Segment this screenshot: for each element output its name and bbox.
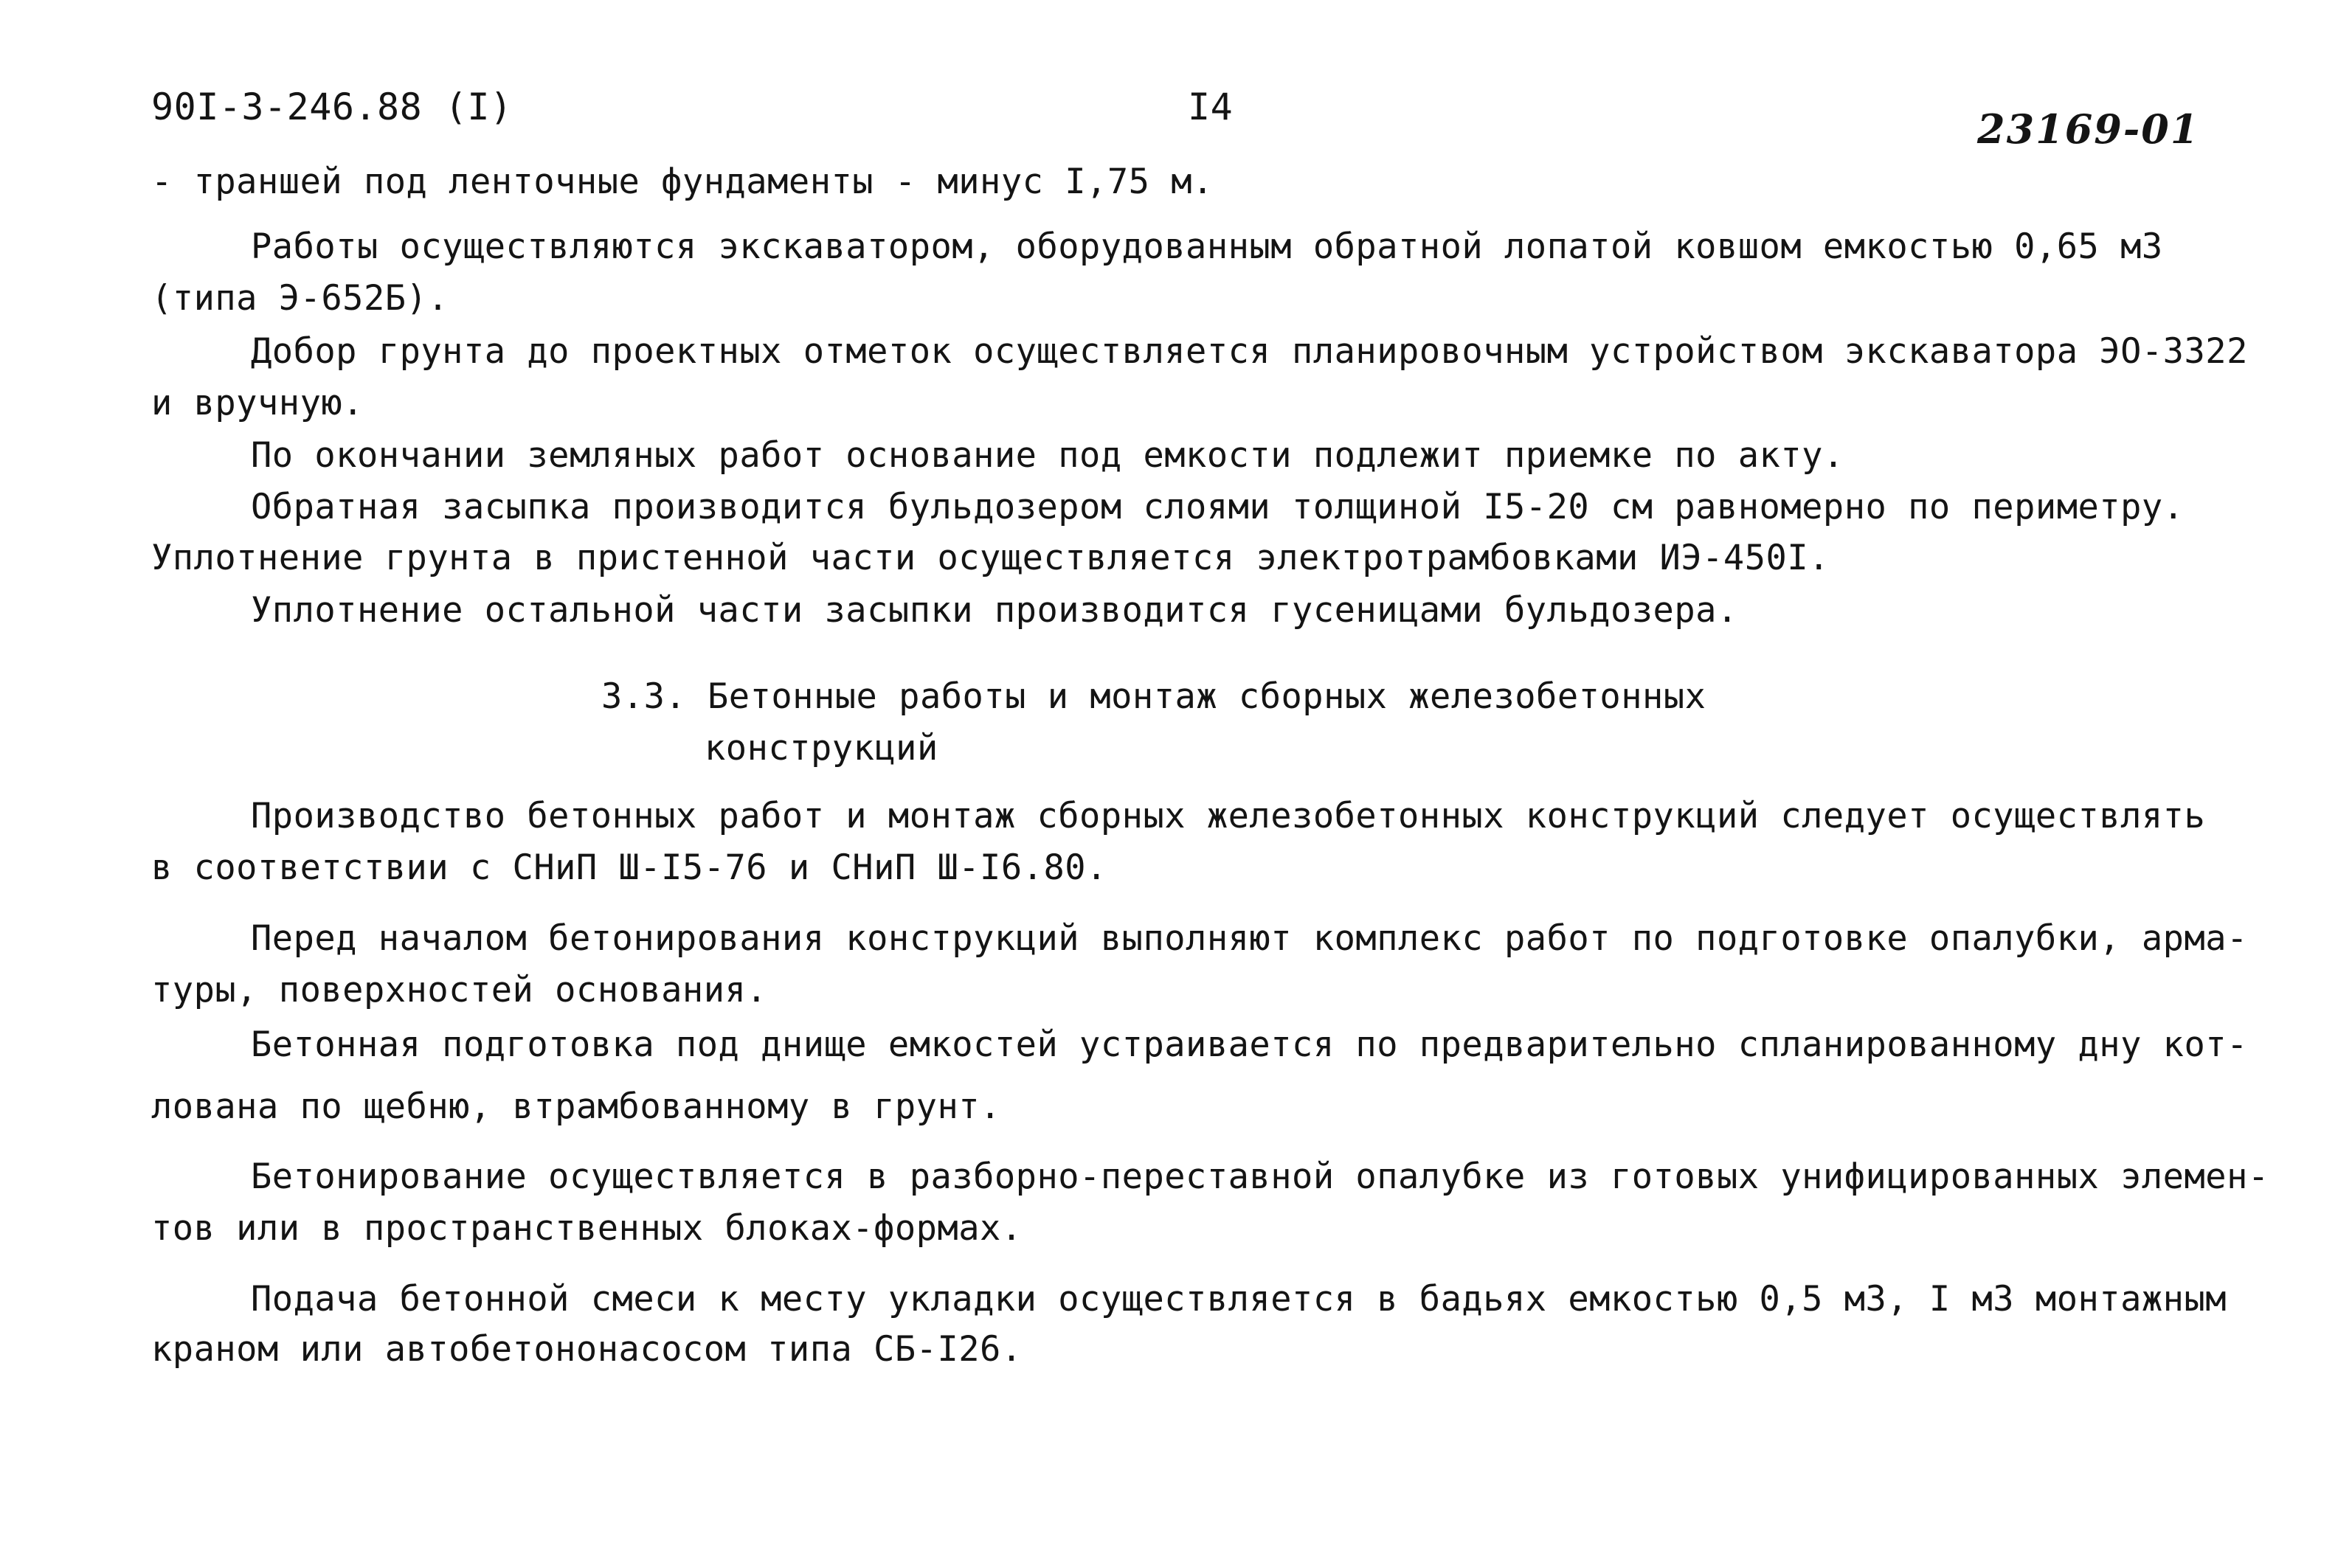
backfill-paragraph-line1: Обратная засыпка производится бульдозером слоями толщиной I5-20 см равномерно по периметру. — [251, 487, 2185, 527]
paragraph-2-line1: Перед началом бетонирования конструкций выполняют комплекс работ по подготовке опалубки, арма- — [251, 918, 2248, 959]
compaction-paragraph: Уплотнение остальной части засыпки производится гусеницами бульдозера. — [251, 590, 1738, 631]
paragraph-2-line2: туры, поверхностей основания. — [151, 970, 768, 1010]
stamp-code: 23169-01 — [1977, 105, 2200, 153]
trench-line: - траншей под ленточные фундаменты - минус I,75 м. — [151, 162, 1214, 202]
soil-paragraph-line2: и вручную. — [151, 383, 364, 423]
paragraph-1-line2: в соответствии с СНиП Ш-I5-76 и СНиП Ш-I6.80. — [151, 847, 1107, 888]
section-heading-line2: конструкций — [705, 728, 938, 769]
doc-number: 90I-3-246.88 (I) — [151, 86, 513, 128]
soil-paragraph-line1: Добор грунта до проектных отметок осуществляется планировочным устройством экскаватора ЭО-3322 — [251, 331, 2248, 372]
paragraph-5-line2: краном или автобетононасосом типа СБ-I26. — [151, 1329, 1023, 1370]
excavator-paragraph-line2: (типа Э-652Б). — [151, 278, 449, 319]
paragraph-3-line1: Бетонная подготовка под днище емкостей устраивается по предварительно спланированному дну кот- — [251, 1024, 2248, 1065]
paragraph-5-line1: Подача бетонной смеси к месту укладки осуществляется в бадьях емкостью 0,5 м3, I м3 монтажным — [251, 1279, 2227, 1319]
excavator-paragraph-line1: Работы осуществляются экскаватором, оборудованным обратной лопатой ковшом емкостью 0,65 м3 — [251, 226, 2163, 267]
page-number: I4 — [1188, 86, 1234, 128]
paragraph-4-line1: Бетонирование осуществляется в разборно-переставной опалубке из готовых унифицированных элемен- — [251, 1156, 2269, 1197]
backfill-paragraph-line2: Уплотнение грунта в пристенной части осуществляется электротрамбовками ИЭ-450I. — [151, 538, 1830, 578]
paragraph-3-line2: лована по щебню, втрамбованному в грунт. — [151, 1086, 1001, 1127]
acceptance-paragraph: По окончании земляных работ основание под емкости подлежит приемке по акту. — [251, 435, 1844, 476]
paragraph-4-line2: тов или в пространственных блоках-формах. — [151, 1208, 1023, 1249]
paragraph-1-line1: Производство бетонных работ и монтаж сборных железобетонных конструкций следует осуществлять — [251, 796, 2206, 836]
section-heading-line1: 3.3. Бетонные работы и монтаж сборных железобетонных — [601, 676, 1706, 717]
